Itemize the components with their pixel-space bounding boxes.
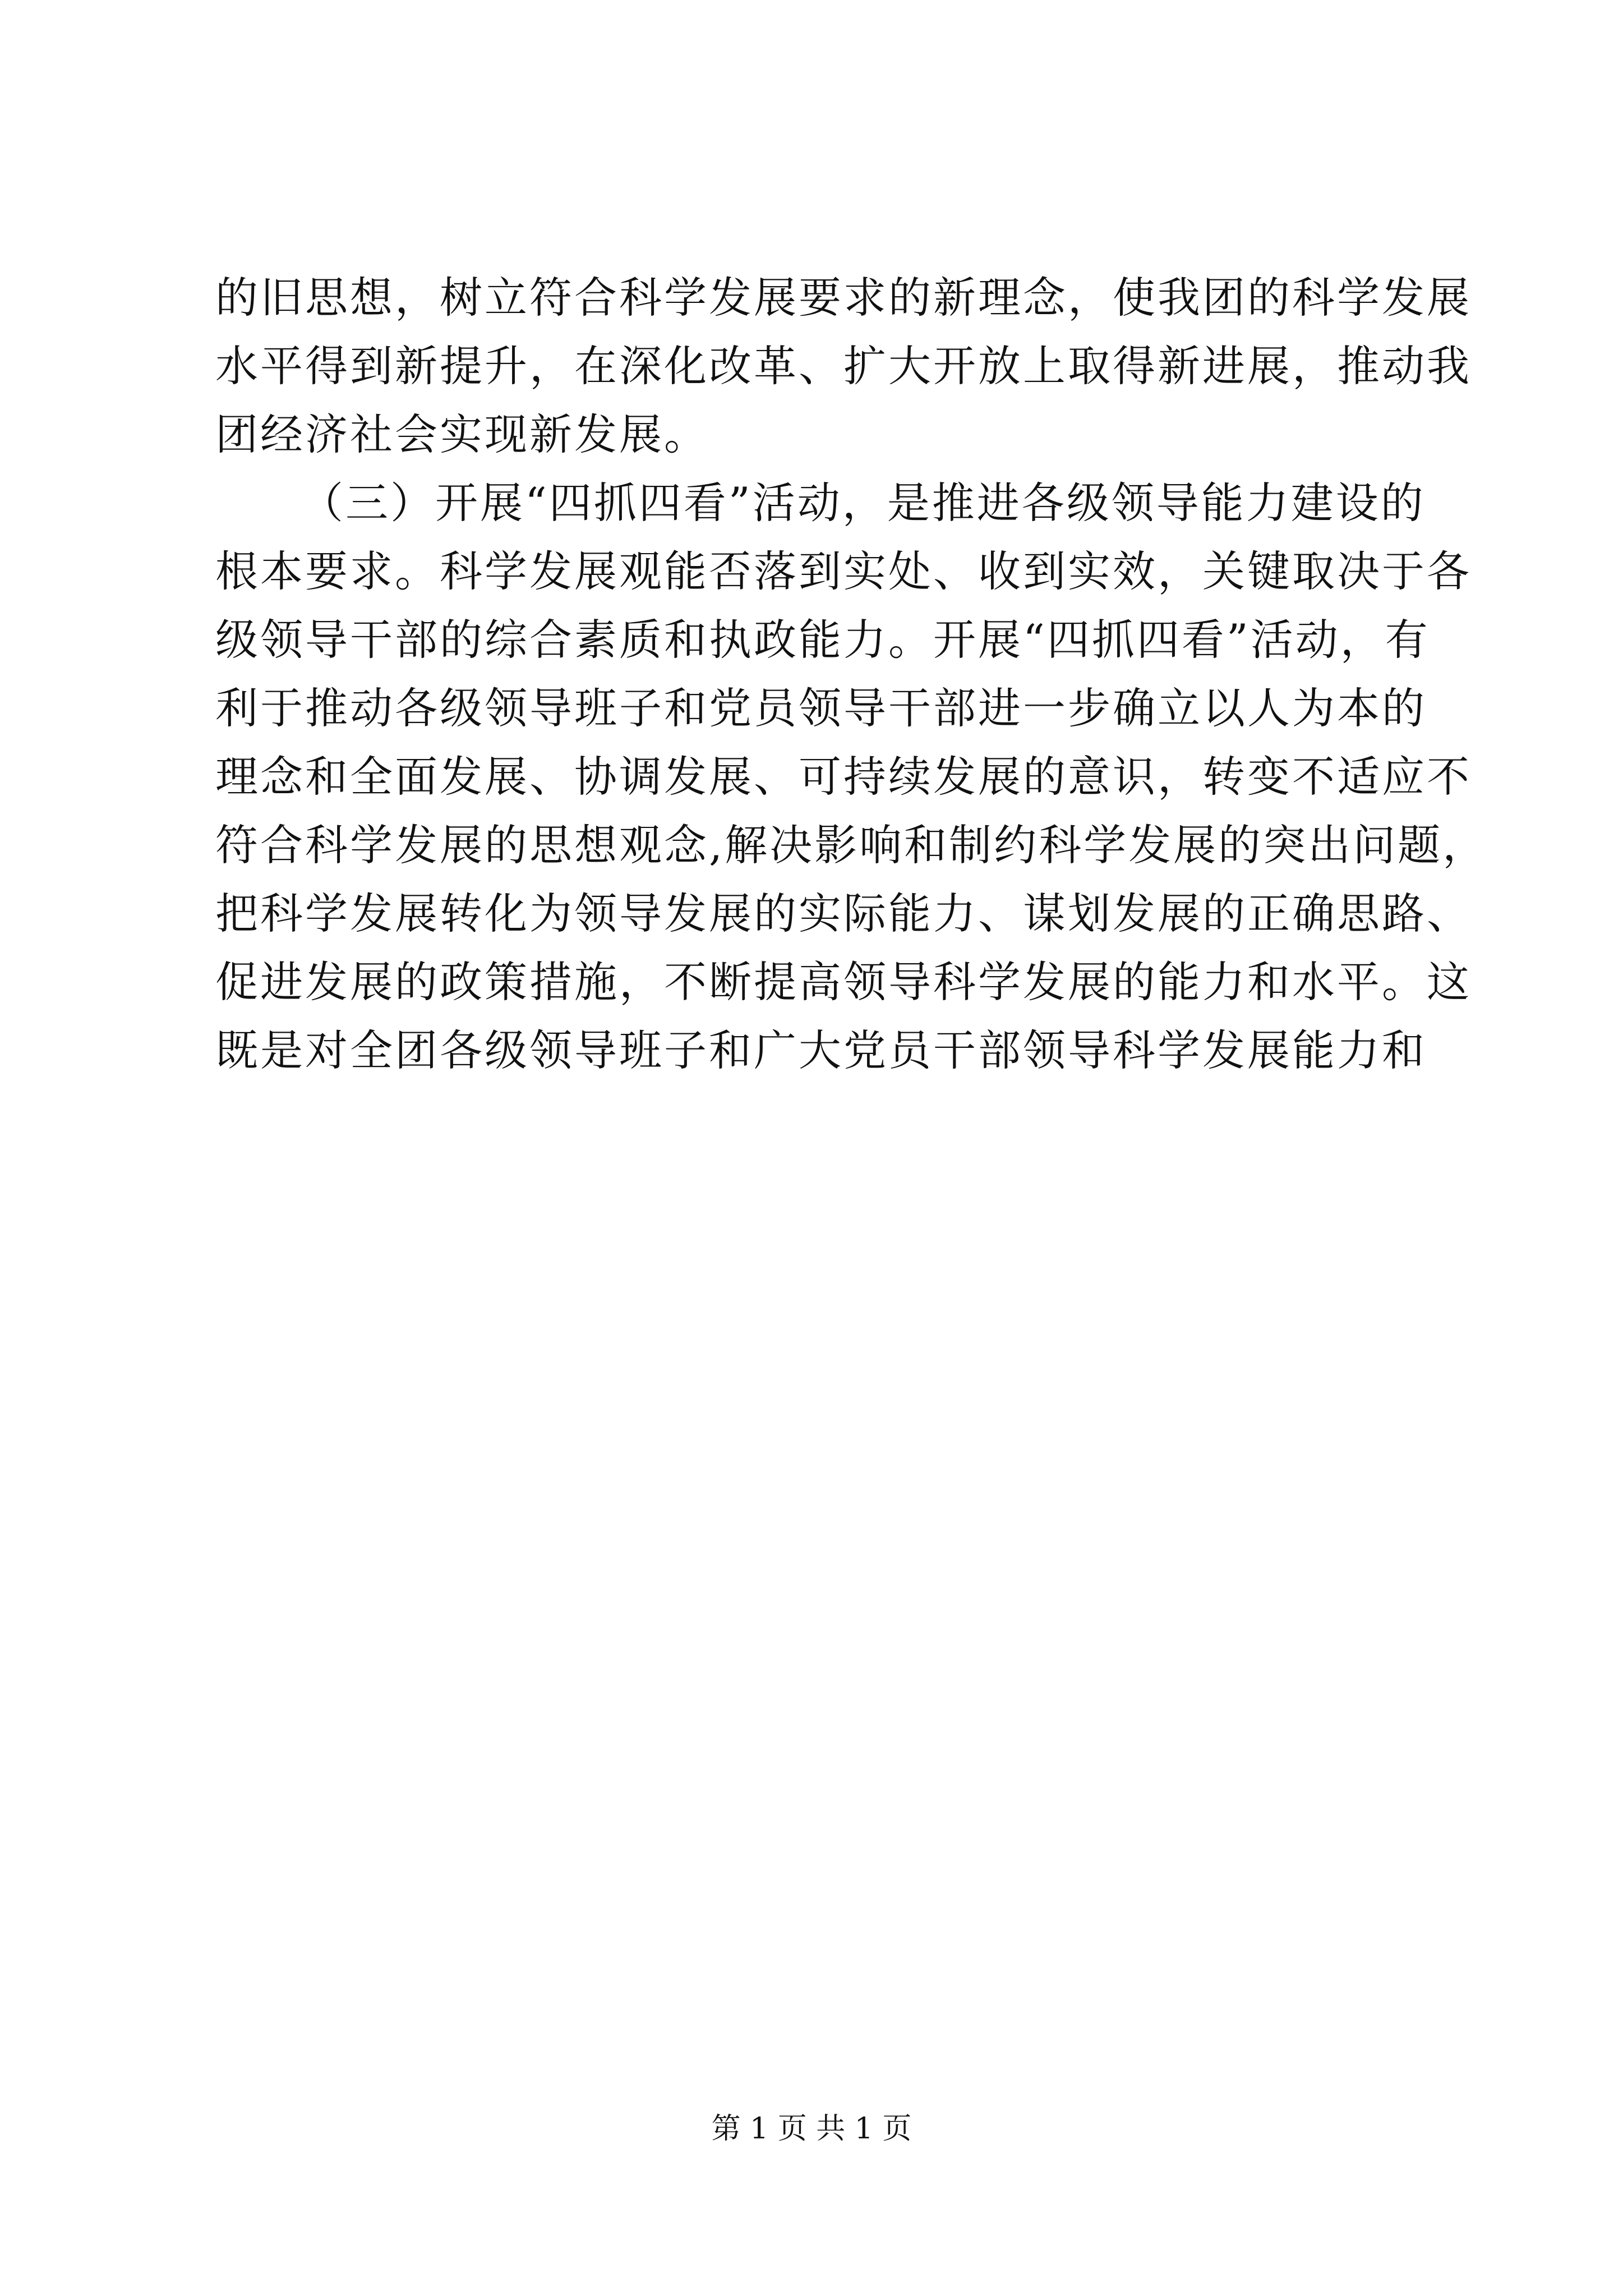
paragraph-2 xyxy=(215,469,1488,1085)
paragraph-line: 促进发展的政策措施，不断提高领导科学发展的能力和水平。这 xyxy=(215,957,1472,1007)
paragraph-line: 水平得到新提升，在深化改革、扩大开放上取得新进展，推动我 xyxy=(215,341,1472,391)
paragraph-line: 把科学发展转化为领导发展的实际能力、谋划发展的正确思路、 xyxy=(215,889,1472,938)
paragraph-line: （三）开展“四抓四看”活动，是推进各级领导能力建设的 xyxy=(301,478,1426,528)
paragraph-1 xyxy=(215,264,1472,469)
document-body xyxy=(215,264,1488,1085)
paragraph-line: 符合科学发展的思想观念,解决影响和制约科学发展的突出问题， xyxy=(215,820,1488,870)
paragraph-line: 的旧思想，树立符合科学发展要求的新理念，使我团的科学发展 xyxy=(215,273,1472,323)
paragraph-line: 级领导干部的综合素质和执政能力。开展“四抓四看”活动，有 xyxy=(215,615,1430,665)
paragraph-line: 根本要求。科学发展观能否落到实处、收到实效，关键取决于各 xyxy=(215,546,1472,596)
paragraph-line: 团经济社会实现新发展。 xyxy=(215,409,709,459)
page-footer xyxy=(0,2109,1623,2148)
page-number-label: 第 1 页 共 1 页 xyxy=(711,2112,912,2146)
paragraph-line: 既是对全团各级领导班子和广大党员干部领导科学发展能力和 xyxy=(215,1025,1427,1075)
paragraph-line: 理念和全面发展、协调发展、可持续发展的意识，转变不适应不 xyxy=(215,752,1472,802)
paragraph-line: 利于推动各级领导班子和党员领导干部进一步确立以人为本的 xyxy=(215,683,1427,733)
